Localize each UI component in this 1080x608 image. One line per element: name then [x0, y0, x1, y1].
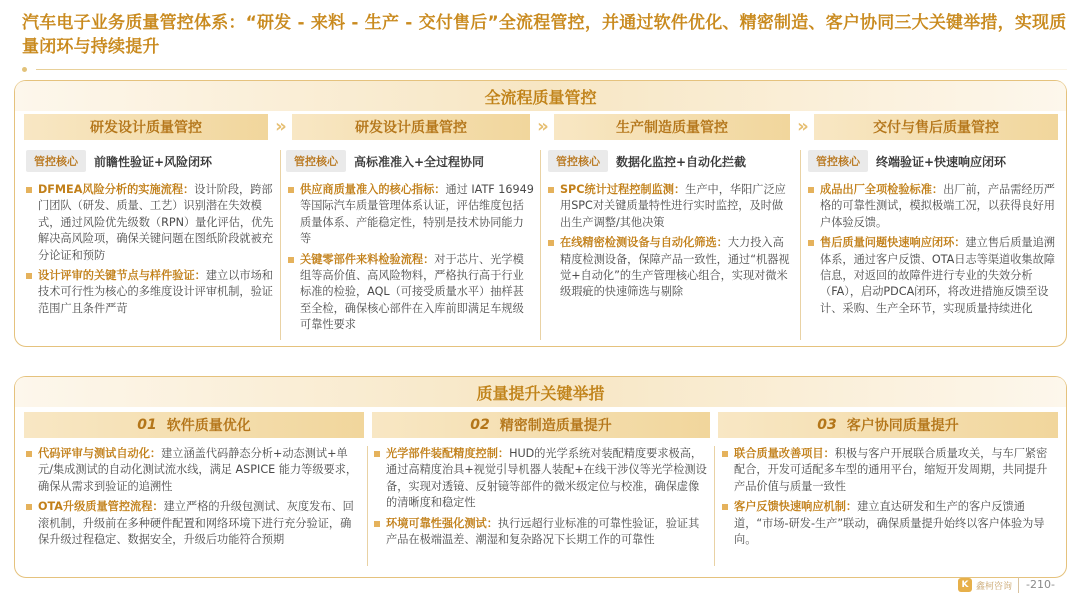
stage-delivery: 交付与售后质量管控: [814, 114, 1058, 140]
core-incoming: 管控核心 高标准准入+全过程协同: [286, 150, 484, 172]
list-item: 代码评审与测试自动化：建立涵盖代码静态分析+动态测试+单元/集成测试的自动化测试流水线，满足 ASPICE 能力等级要求，确保从需求到验证的追溯性: [26, 446, 360, 495]
core-delivery: 管控核心 终端验证+快速响应闭环: [808, 150, 1006, 172]
core-production: 管控核心 数据化监控+自动化拦截: [548, 150, 746, 172]
measure-software: 01 软件质量优化: [24, 412, 364, 438]
stage-rd: 研发设计质量管控: [24, 114, 268, 140]
measure-col-software: [26, 446, 360, 552]
title-divider: [22, 67, 1067, 73]
list-item: 设计评审的关键节点与样件验证：建立以市场和技术可行性为核心的多维度设计评审机制，验证范围广且条件严苛: [26, 268, 274, 317]
flow-col-delivery: [808, 182, 1058, 321]
list-item: OTA升级质量管控流程：建立严格的升级包测试、灰度发布、回滚机制，升级前在多种硬件配置和网络环境下进行充分验证，确保升级过程稳定、数据安全，升级后功能符合预期: [26, 499, 360, 548]
list-item: 关键零部件来料检验流程：对于芯片、光学模组等高价值、高风险物料，严格执行高于行业标准的检验，AQL（可接受质量水平）抽样甚至全检，确保核心部件在入库前即满足车规级可靠性要求: [288, 252, 534, 334]
measure-customer: 03 客户协同质量提升: [718, 412, 1058, 438]
list-item: DFMEA风险分析的实施流程：设计阶段，跨部门团队（研发、质量、工艺）识别潜在失效模式，通过风险优先级数（RPN）量化评估，优先解决高风险项，确保关键问题在图纸阶段就被充分论证和预防: [26, 182, 274, 264]
page-number: -210-: [1026, 578, 1055, 591]
chevron-right-icon: »: [275, 116, 287, 137]
logo-icon: K: [958, 578, 972, 592]
page-title: 汽车电子业务质量管控体系：“研发 - 来料 - 生产 - 交付售后”全流程管控，并通过软件优化、精密制造、客户协同三大关键举措，实现质量闭环与持续提升: [22, 13, 1067, 57]
measure-col-customer: [722, 446, 1056, 552]
measure-col-manufacturing: [374, 446, 708, 552]
chevron-right-icon: »: [537, 116, 549, 137]
list-item: 光学部件装配精度控制：HUD的光学系统对装配精度要求极高，通过高精度治具+视觉引导机器人装配+在线干涉仪等光学检测设备，实现对透镜、反射镜等部件的微米级定位与校准，确保虚像的清晰度和稳定性: [374, 446, 708, 512]
flow-col-rd: [26, 182, 274, 321]
flow-heading: 全流程质量管控: [15, 81, 1066, 111]
measure-manufacturing: 02 精密制造质量提升: [372, 412, 710, 438]
list-item: 供应商质量准入的核心指标：通过 IATF 16949 等国际汽车质量管理体系认证，评估维度包括质量体系、产能稳定性，特别是技术协同能力等: [288, 182, 534, 248]
list-item: 客户反馈快速响应机制：建立直达研发和生产的客户反馈通道，“市场-研发-生产”联动，确保质量提升始终以客户体验为导向。: [722, 499, 1056, 548]
list-item: 在线精密检测设备与自动化筛选：大力投入高精度检测设备，保障产品一致性，通过“机器视觉+自动化”的生产管理核心组合，实现对微米级瑕疵的快速筛选与剔除: [548, 235, 794, 301]
core-rd: 管控核心 前瞻性验证+风险闭环: [26, 150, 212, 172]
stage-incoming: 研发设计质量管控: [292, 114, 530, 140]
company-logo: K 鑫柯咨询: [958, 577, 1012, 593]
chevron-right-icon: »: [797, 116, 809, 137]
list-item: 售后质量问题快速响应闭环：建立售后质量追溯体系，通过客户反馈、OTA日志等渠道收集故障信息，对返回的故障件进行专业的失效分析（FA），启动PDCA闭环，将改进措施反馈至设计、采购、生产全环节，实现质量持续进化: [808, 235, 1058, 317]
stage-production: 生产制造质量管控: [554, 114, 790, 140]
flow-col-production: [548, 182, 794, 305]
measures-heading: 质量提升关键举措: [15, 377, 1066, 407]
list-item: 环境可靠性强化测试：执行远超行业标准的可靠性验证，验证其产品在极端温差、潮湿和复杂路况下长期工作的可靠性: [374, 516, 708, 549]
list-item: SPC统计过程控制监测：生产中，华阳广泛应用SPC对关键质量特性进行实时监控，及时做出生产调整/其他决策: [548, 182, 794, 231]
list-item: 成品出厂全项检验标准：出厂前，产品需经历严格的可靠性测试，模拟极端工况，以获得良好用户体验反馈。: [808, 182, 1058, 231]
list-item: 联合质量改善项目：积极与客户开展联合质量攻关，与车厂紧密配合，开发可适配多车型的通用平台，缩短开发周期，共同提升产品价值与质量一致性: [722, 446, 1056, 495]
flow-col-incoming: [288, 182, 534, 338]
